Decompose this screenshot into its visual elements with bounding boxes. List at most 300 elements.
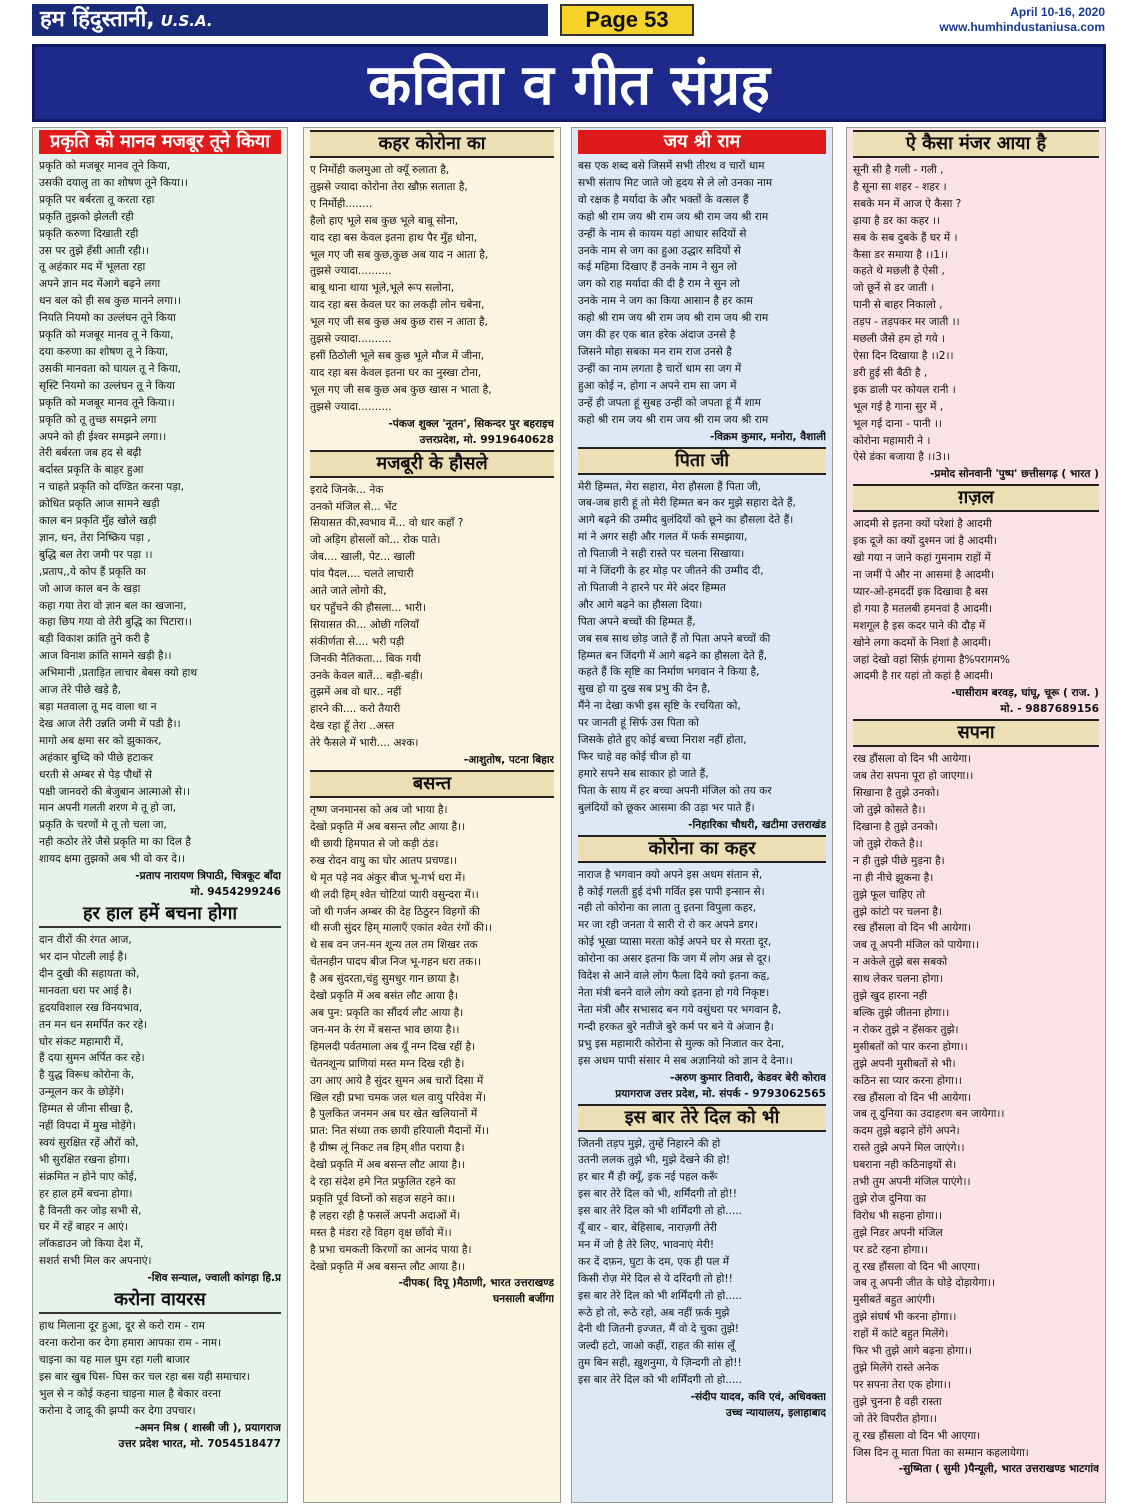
masthead	[32, 4, 548, 36]
poem-sapna	[847, 719, 1105, 1477]
poem-credit: घनसाली बजींगा	[492, 1293, 554, 1306]
poem-line: कोरोना महामारी ने ।	[853, 434, 931, 447]
poem-line: सियासत की... ओछी गलियाँ	[310, 618, 419, 631]
poem-line: दिखाना है तुझे उनको।	[853, 821, 938, 833]
poem-line: घबराना नही कठिनाइयों से।	[853, 1159, 957, 1172]
poem-line: उसकी दयालु ता का शोषण तूने किया।।	[39, 176, 188, 189]
poem-line: जन-मन के रंग में बसन्त भाव छाया है।।	[310, 1023, 460, 1036]
poem-title: कहर कोरोना का	[310, 130, 554, 158]
poem-line: याद रहा बस केवल इतना हाथ पैर मुँह धोना,	[310, 231, 478, 244]
poem-corona-virus	[33, 1288, 287, 1451]
poem-line: फिर चाहे वह कोई चीज हो या	[578, 751, 691, 763]
poem-title: जय श्री राम	[578, 130, 826, 154]
poem-title: हर हाल हमें बचना होगा	[39, 902, 281, 928]
poem-credit: -पंकज शुक्ल 'नूतन', सिकन्दर पुर बहराइच	[388, 417, 554, 430]
poem-line: तुझे फूल चाहिए तो	[853, 888, 925, 901]
poem-line: जब तेरा सपना पूरा हो जाएगा।।	[853, 770, 974, 783]
poem-credit: -घासीराम बरवड़, घांघू, चूरू ( राज. )	[951, 687, 1099, 700]
poem-line: तुझे चुनना है वही रास्ता	[853, 1395, 942, 1408]
poem-line: सभी संताप मिट जाते जो हृदय से ले लो उनका नाम	[578, 176, 773, 189]
poem-line: मां ने जिंदगी के हर मोड़ पर जीतने की उम्मीद दी,	[578, 565, 764, 578]
poem-line: प्रभु इस महामारी कोरोना से मुल्क को निजात कर देना,	[578, 1037, 785, 1050]
poem-line: ऐसा दिन दिखाया है ।।2।।	[853, 349, 954, 362]
poem-credit: -प्रमोद सोनवानी 'पुष्प' छत्तीसगढ़ ( भारत )	[929, 468, 1099, 481]
poem-line: भूल गए जी सब कुछ अब कुछ रास न आता है,	[310, 316, 488, 329]
poem-credit: मो. 9454299246	[190, 886, 281, 899]
poem-line: कोई भूखा प्यासा मरता कोई अपने घर से मरता दूर,	[578, 936, 772, 949]
poem-line: जग को राह मर्यादा की दी है राम ने सुन लो	[578, 278, 740, 291]
poem-line: नेता मंत्री बनने वाले लोग क्यो इतना हो गये निकृष्ट।	[578, 986, 770, 999]
poem-line: सबके मन में आज ऐ कैसा ?	[853, 197, 962, 210]
poem-line: कठिन सा प्यार करना होगा।।	[853, 1074, 962, 1087]
poem-line: इस बार तेरे दिल को भी शर्मिंदगी तो हो.....	[578, 1289, 743, 1302]
poem-title: बसन्त	[310, 770, 554, 798]
poem-line: तड़प - तड़पकर मर जाती ।।	[853, 316, 960, 329]
poem-line: है सूना सा शहर - शहर ।	[853, 180, 947, 193]
poem-line: चेतनशून्य प्राणियां मस्त मग्न दिख रही है।	[310, 1057, 465, 1070]
poem-pita-ji	[572, 447, 832, 833]
poem-line: याद रहा बस केवल इतना घर का नुस्खा टोना,	[310, 366, 482, 379]
poem-credit: उच्च न्यायालय, इलाहाबाद	[725, 1407, 826, 1420]
poem-credit: -प्रताप नारायण त्रिपाठी, चित्रकूट बाँदा	[135, 870, 281, 883]
poem-line: चेतनहीन पादप बीज निज भू-गहन धरा तक।।	[310, 956, 482, 969]
poem-line: गन्दी हरकत बुरे नतीजे बुरे कर्म पर बने ये अंजान है।	[578, 1020, 774, 1033]
poem-line: हैं दया सुमन अर्पित कर रहे।	[39, 1052, 145, 1065]
website-link[interactable]: www.humhindustaniusa.com	[939, 20, 1105, 34]
poem-line: प्रकृति करुणा दिखाती रही	[39, 227, 139, 240]
poem-line: तभी तुम अपनी मंजिल पाएंगे।।	[853, 1176, 971, 1189]
poem-line: कहते थे मछली है ऐसी ,	[853, 265, 945, 278]
poem-line: तू रख हौंसला वो दिन भी आएगा।	[853, 1429, 981, 1442]
poem-line: खोने लगा कदमों के निशां है आदमी।	[853, 636, 992, 649]
poem-line: तू अहंकार मद में भूलता रहा	[39, 261, 146, 274]
poem-line: रख हौंसला वो दिन भी आयेगा।	[853, 922, 972, 935]
poem-line: नही कठोर तेरे जैसे प्रकृति मा का दिल है	[39, 836, 192, 849]
poem-line: कई महिमा दिखाए हैं उनके नाम ने सुन लो	[578, 261, 737, 274]
poem-line: ,प्रताप,,ये कोप हैं प्रकृति का	[39, 565, 146, 578]
poem-line: कहते हैं कि सृष्टि का निर्माण भगवान ने किया है,	[578, 666, 760, 679]
poem-line: राहों में कांटे बहुत मिलेंगे।	[853, 1328, 949, 1341]
poem-line: है प्रभा चमकती किरणों का आनंद पाया है।	[310, 1243, 472, 1256]
poem-line: जब तू अपनी मंजिल को पायेगा।।	[853, 939, 980, 952]
poem-line: प्रकृति पूर्व विघ्नों को सहज सहने का।।	[310, 1192, 456, 1205]
poem-line: पर डटे रहना होगा।।	[853, 1243, 929, 1256]
poem-line: तो पिताजी ने सही रास्ते पर चलना सिखाया।	[578, 548, 745, 561]
poem-line: देख आज तेरी उन्नति जमी में पडी है।।	[39, 717, 181, 730]
poem-line: न रोकर तुझे न हँसकर तुझे।	[853, 1023, 959, 1036]
poem-line: कहो श्री राम जय श्री राम जय श्री राम जय श्री राम	[578, 312, 769, 325]
poem-line: उग आए आये है सुंदर सुमन अब चारों दिसा में	[310, 1074, 484, 1087]
poem-line: देखो प्रकृति में अब बसन्त लौट आया है।।	[310, 1159, 466, 1172]
poem-line: तुझमें अब वो धार.. नहीं	[310, 686, 402, 699]
poem-line: किसी रोज़ मेरे दिल से ये दरिंदगी तो हो!!	[578, 1272, 733, 1285]
poem-line: है युद्ध विरूध कोरोना के,	[39, 1069, 135, 1082]
poem-line: कहा छिप गया वो तेरी बुद्धि का पिटारा।।	[39, 616, 192, 629]
poem-line: तुझे खुद हारना नही	[853, 990, 928, 1003]
poem-line: ए निर्मोही कलमुआ तो क्यूँ रुलाता है,	[310, 164, 450, 176]
poem-line: ढ़ाया है डर का कहर ।।	[853, 214, 941, 227]
poem-line: पानी से बाहर निकालो ,	[853, 299, 943, 312]
poem-line: बस एक शब्द बसे जिसमें सभी तीरथ व चारों धाम	[578, 160, 765, 172]
poem-line: तुम बिन सही, ख़ुशनुमा, ये ज़िन्दगी तो हो!!	[578, 1357, 742, 1370]
masthead-usa: U.S.A.	[160, 12, 213, 30]
poem-line: कहो श्री राम जय श्री राम जय श्री राम जय श्री राम	[578, 210, 769, 223]
poem-line: न ही तुझे पीछे मुड़ना है।	[853, 854, 945, 867]
poem-line: थी सजी सुंदर हिम् मालाएँ एकांत श्वेत रंगों की।।	[310, 922, 493, 935]
poem-line: मुसीबतों को पार करना होगा।।	[853, 1040, 968, 1053]
poem-line: काल बन प्रकृति मुँह खोले खड़ी	[39, 515, 157, 528]
poem-credit: उत्तरप्रदेश, मो. 9919640628	[419, 433, 554, 446]
poem-line: इस बार खुब घिस- घिस कर चल रहा बस यही समाचार।	[39, 1370, 250, 1383]
poem-credit: -सुष्मिता ( सुमी )पैन्यूली, भारत उत्तराखण्ड भाटगांव	[898, 1463, 1099, 1476]
poem-credit: -अमन मिश्र ( शास्त्री जी ), प्रयागराज	[134, 1421, 281, 1434]
poem-line: रुख रोदन वायु का घोर आतप प्रचण्ड।।	[310, 854, 458, 867]
poem-line: हसीं ठिठोली भूले सब कुछ भूले मौज में जीना,	[310, 349, 485, 362]
poem-line: देखो प्रकृति में अब बसन्त लौट आया है।।	[310, 821, 466, 833]
poem-line: दान वीरों की रंगत आज,	[39, 934, 132, 947]
poem-line: याद रहा बस केवल घर का लकड़ी लोन चबेना,	[310, 299, 485, 312]
poem-line: कहो श्री राम जय श्री राम जय श्री राम जय श्री राम	[578, 413, 769, 426]
poem-title: कोरोना का कहर	[578, 835, 826, 863]
poem-credit: -संदीप यादव, कवि एवं, अधिवक्ता	[690, 1391, 826, 1404]
column-1	[32, 127, 288, 1503]
poem-line: अब पुन: प्रकृति का सौंदर्य लौट आया है।	[310, 1006, 464, 1019]
poem-line: जो आज काल बन के खड़ा	[39, 582, 141, 595]
poem-line: उन्हें ही जपता हूं सुबह उन्हीं को जपता हूं मैं शाम	[578, 396, 761, 409]
poem-line: जग की हर एक बात हरेक अंदाज उनसे है	[578, 329, 736, 342]
poem-line: सब के सब दुबके हैं घर में ।	[853, 231, 958, 244]
poem-line: रख हौंसला वो दिन भी आयेगा।	[853, 1091, 972, 1104]
poem-line: हुआ कोई न, होगा न अपने राम सा जग में	[578, 379, 737, 392]
poem-title: करोना वायरस	[39, 1288, 281, 1314]
poem-line: उसकी मानवता को घायल तू ने किया,	[39, 362, 181, 375]
poem-line: मर जा रही जनता ये सारी रो रो कर अपने डगर।	[578, 919, 758, 932]
column-3	[571, 127, 833, 1503]
poem-line: शायद क्षमा तुझको अब भी वो कर दे।।	[39, 853, 185, 866]
poem-line: रास्ते तुझे अपने मिल जाएंगे।।	[853, 1142, 965, 1155]
poem-line: हाथ मिलाना दूर हुआ, दूर से करो राम - राम	[39, 1320, 205, 1333]
poem-line: उतनी ललक तुझे भी, मुझे देखने की हो!	[578, 1154, 731, 1167]
poem-line: जब सब साथ छोड़ जाते हैं तो पिता अपने बच्चों की	[578, 632, 771, 645]
poem-line: हर हाल हमें बचना होगा।	[39, 1187, 133, 1200]
poem-line: संक्रमित न होने पाए कोई,	[39, 1170, 138, 1183]
poem-line: जो थी गर्जन अम्बर की देह ठिठुरन विहगों की	[310, 905, 480, 918]
poem-line: सृस्टि नियमो का उल्लंघन तू ने किया	[39, 379, 175, 392]
poem-line: जब तू अपनी जीत के घोड़े दोड़ायेगा।।	[853, 1277, 995, 1290]
poem-line: तुझे अपनी मुसीबतों से भी।	[853, 1057, 956, 1070]
poem-kahar-corona	[304, 130, 560, 448]
poem-line: कैसा डर समाया है ।।1।।	[853, 248, 949, 261]
poem-line: इरादे जिनके... नेक	[310, 483, 384, 496]
poem-line: जो अड़िग होसलों को... रोक पाते।	[310, 534, 441, 547]
poem-line: तुझे मिलेंगे रास्ते अनेक	[853, 1362, 939, 1374]
poem-line: आज विनाश क्रांति सामने खड़ी है।।	[39, 650, 172, 663]
masthead-title: हम हिंदुस्तानी,	[40, 7, 155, 32]
poem-line: है अब सुंदरता,चंहु सुमधुर गान छाया है।	[310, 973, 460, 986]
poem-line: मान अपनी गलती शरण मे तू हो जा,	[39, 802, 177, 815]
poem-line: साथ लेकर चलना होगा।	[853, 973, 944, 986]
poem-line: प्रकृति को तू तुच्छ समझने लगा	[39, 413, 157, 426]
poem-line: पिता अपने बच्चों की हिम्मत हैं,	[578, 615, 696, 628]
poem-line: ना जमीं पे और ना आसमां है आदमी।	[853, 569, 995, 582]
poem-line: उनके नाम ने जग का किया आसान है हर काम	[578, 295, 753, 308]
poem-line: थी लदी हिम् श्वेत चोटियां प्यारी वसुन्दरा में।।	[310, 888, 479, 901]
poem-line: मशगूल है इस कदर पाने की दौड़ में	[853, 619, 986, 632]
poem-line: हारने की.... करो तैयारी	[310, 703, 401, 716]
poem-line: पिता के साय में हर बच्चा अपनी मंजिल को तय कर	[578, 784, 772, 797]
poem-line: थी छायी हिमपात से जो कड़ी ठंड।	[310, 837, 439, 850]
poem-line: भुल से न कोई कहना चाइना माल है बेकार वरना	[39, 1387, 221, 1400]
poem-line: वो रक्षक है मर्यादा के और भक्तों के वत्सल हैं	[578, 193, 749, 206]
poem-line: उस पर तुझे हँसी आती रही।।	[39, 244, 150, 257]
poem-title: प्रकृति को मानव मजबूर तूने किया	[39, 130, 281, 154]
poem-line: सियासत की,स्वभाव में... वो धार कहाँ ?	[310, 517, 464, 530]
poem-line: इक डाली पर कोयल रानी ।	[853, 383, 956, 396]
poem-line: उनको मंजिल से... भेंट	[310, 500, 397, 513]
poem-manjar	[847, 130, 1105, 482]
poem-line: तुझे निडर अपनी मंजिल	[853, 1226, 943, 1239]
poem-line: ए निर्मोही........	[310, 197, 373, 210]
poem-line: हृदयविशाल रख विनयभाव,	[39, 1001, 143, 1014]
poem-line: बर्दास्त प्रकृति के बाहर हुआ	[39, 464, 144, 477]
poem-line: अपने को ही ईश्वर समझने लगा।।	[39, 430, 167, 443]
poem-line: मस्त है मंडरा रहे विहग वृक्ष छाँवो में।।	[310, 1226, 452, 1239]
poem-line: रूठे हो तो, रूठे रहो, अब नहीं फ़र्क मुझे	[578, 1306, 730, 1319]
poem-line: आदमी है ग़र यहां तो कहां है आदमी।	[853, 670, 993, 683]
poem-credit: -विक्रम कुमार, मनोरा, वैशाली	[710, 430, 826, 443]
poem-line: इस अधम पापी संसार मे सब अज्ञानियो को ज्ञान दे देना।।	[578, 1054, 793, 1067]
poem-line: विरोध भी सहना होगा।।	[853, 1209, 943, 1222]
poem-line: कर दें दफ़न, घुटा के दम, एक ही पल में	[578, 1255, 730, 1268]
poem-line: आदमी से इतना क्यों परेशां है आदमी	[853, 518, 992, 531]
poem-ghazal	[847, 484, 1105, 717]
poem-line: मेरी हिम्मत, मेरा सहारा, मेरा हौसला हैं पिता जी,	[578, 480, 762, 493]
poem-line: संकीर्णता से.... भरी पड़ी	[310, 635, 405, 648]
page-number: Page 53	[560, 4, 694, 36]
poem-line: बुद्धि बल तेरा जमी पर पड़ा ।।	[39, 548, 153, 561]
poem-line: है लहरा रही है फसलें अपनी अदाओं में।	[310, 1209, 461, 1222]
poem-line: पांव पैदल.... चलते लाचारी	[310, 568, 414, 581]
poem-line: मागो अब क्षमा सर को झुकाकर,	[39, 734, 162, 747]
poem-line: प्यार-ओ-हमदर्दी इक दिखावा है बस	[853, 585, 988, 598]
poem-line: बड़ी विकाश क्रांति तुने करी है	[39, 633, 150, 646]
poem-line: तू रख हौंसला वो दिन भी आएगा।	[853, 1260, 981, 1273]
poem-line: तृष्ण जनमानस को अब जो भाया है।	[310, 804, 448, 817]
poem-line: उन्मूलन कर के छोड़ेंगे।	[39, 1086, 125, 1099]
poem-line: जब तू दुनिया का उदाहरण बन जायेगा।।	[853, 1108, 1005, 1121]
poem-line: फिर भी तुझे आगे बढ़ना होगा।।	[853, 1345, 972, 1358]
poem-line: पर सपना तेरा एक होगा।।	[853, 1378, 951, 1391]
poem-line: तुझसे ज्यादा..........	[310, 265, 392, 278]
poem-line: इक दूजे का क्यों दुश्मन जां है आदमी।	[853, 535, 997, 548]
poem-line: हिमलदी पर्वतमाला अब यूँ नग्न दिख रहीं है।	[310, 1040, 476, 1053]
poem-line: पर जानती हूं सिर्फ उस पिता को	[578, 717, 699, 730]
poem-line: पक्षी जानवरो की बेजुबान आत्माओ से।।	[39, 785, 191, 798]
poem-credit: मो. - 9887689156	[1000, 703, 1099, 716]
poem-line: खिल रही प्रभा चमक जल थल वायु परिवेश में।	[310, 1091, 486, 1104]
poem-line: आगे बढ़ने की उम्मीद बुलंदियों को छूने का हौसला देते हैं।	[578, 514, 794, 527]
poem-line: जहां देखो वहां सिर्फ़ हंगामा है%परागम%	[853, 653, 1010, 666]
poem-line: ज्ञान, धन, तेरा निष्क्रिय पड़ा ,	[39, 531, 151, 544]
poem-line: भूल गई है गाना सुर में ,	[853, 400, 944, 413]
poem-line: तेरी बर्बरता जब हद से बढ़ी	[39, 447, 142, 460]
poem-line: जिसने मोहा सबका मन राम राज उनसे है	[578, 345, 732, 358]
poem-line: मछली जैसे हम हो गये ।	[853, 333, 945, 346]
poem-line: धरती से अम्बर से पेड़ पौधों से	[39, 768, 152, 781]
poem-line: जिनकी नैतिकता... बिक गयी	[310, 652, 421, 665]
poem-line: तुझे संघर्ष भी करना होगा।।	[853, 1311, 957, 1324]
poem-line: जेब.... खाली, पेट... खाली	[310, 551, 415, 564]
poem-line: अभिमानी ,प्रताड़ित लाचार बेबस क्यो हाथ	[39, 667, 198, 680]
poem-line: स्वयं सुरक्षित रहें औरों को,	[39, 1136, 139, 1149]
poem-line: नाराज है भगवान क्यो अपने इस अधम संतान से,	[578, 868, 763, 881]
poem-line: करोना दे जादू की झप्पी कर देगा उपचार।	[39, 1404, 196, 1417]
poem-line: और आगे बढ़ने का हौसला दिया।	[578, 598, 703, 611]
poem-line: जब-जब हारी हूं तो मेरी हिम्मत बन कर मुझे सहारा देते हैं,	[578, 497, 796, 510]
poem-line: लॉकडाउन जो किया देश में,	[39, 1238, 144, 1251]
poem-credit: -आशुतोष, पटना बिहार	[463, 754, 554, 767]
poem-line: जितनी तड़प मुझे, तुम्हें निहारने की हो	[578, 1137, 721, 1150]
poem-title: मजबूरी के हौसले	[310, 450, 554, 478]
poem-credit: प्रयागराज उत्तर प्रदेश, मो. संपर्क - 9793062565	[615, 1087, 826, 1100]
poem-line: उन्हीं के नाम से कायम यहां आधार सदियों से	[578, 227, 747, 240]
poem-line: क्रोधित प्रकृति आज सामने खड़ी	[39, 498, 160, 511]
poem-line: दया करुणा का शोषण तू ने किया,	[39, 345, 169, 358]
poem-line: नेता मंत्री और सभासद बन गये वसुंधरा पर भगवान है,	[578, 1003, 782, 1016]
poem-line: अपने ज्ञान मद मेंआगे बढ़ने लगा	[39, 278, 161, 291]
poem-line: बड़ा मतवाला तू मद वाला था न	[39, 701, 157, 713]
poem-line: सिखाना है तुझे उनको।	[853, 787, 940, 800]
poem-line: तुझसे ज्यादा..........	[310, 400, 392, 413]
column-2	[303, 127, 561, 1503]
poem-line: आज तेरे पीछे खड़े है,	[39, 684, 122, 697]
poem-line: ऐसे डंका बजाया है ।।3।।	[853, 451, 951, 464]
poem-line: उनके केवल बातें... बड़ी-बड़ी।	[310, 669, 423, 682]
poem-line: इस बार तेरे दिल को भी शर्मिंदगी तो हो.....	[578, 1374, 743, 1387]
poem-line: प्रकृति को मजबूर मानव तू ने किया,	[39, 329, 174, 342]
poem-title: पिता जी	[578, 447, 826, 475]
poem-credit: -दीपक( दिपू )मैठाणी, भारत उत्तराखण्ड	[398, 1277, 554, 1290]
poem-line: आते जाते लोगो की,	[310, 585, 387, 598]
poem-line: जो तेरे विपरीत होगा।।	[853, 1412, 937, 1425]
poem-line: जो छूनें से डर जाती ।	[853, 282, 935, 295]
poem-line: प्रकृति पर बर्बरता तू करता रहा	[39, 193, 155, 206]
poem-line: हमारे सपने सब साकार हो जाते हैं,	[578, 767, 709, 780]
poem-line: भूल गए जी सब कुछ अब कुछ खास न भाता है,	[310, 383, 492, 396]
poem-line: थे मृत पड़े नव अंकुर बीज भू-गर्भ धरा में।	[310, 871, 466, 884]
section-banner: कविता व गीत संग्रह	[32, 44, 1106, 122]
poem-line: जिसके होते हुए कोई बच्चा निराश नहीं होता,	[578, 734, 747, 747]
poem-basant	[304, 770, 560, 1307]
poem-line: है विनती कर जोड़ सभी से,	[39, 1204, 142, 1217]
poem-line: मां ने अगर सही और गलत में फर्क समझाया,	[578, 531, 748, 544]
poem-line: कहा गया तेरा वो ज्ञान बल का खजाना,	[39, 599, 187, 612]
poem-line: दे रहा संदेश हमे नित प्रफुलित रहने का	[310, 1176, 456, 1189]
poem-line: सशर्त सभी मिल कर अपनाएं।	[39, 1255, 152, 1268]
poem-line: देखो प्रकृति में अब बसन्त लौट आया है।।	[310, 1260, 466, 1273]
poem-line: तेरे फैसले में भारी.... अश्क।	[310, 737, 419, 750]
poem-title: सपना	[853, 719, 1099, 747]
poem-line: नही तो कोरोना का लाता तु इतना विपुला कहर,	[578, 902, 757, 915]
poem-line: दीन दुखी की सहायता को,	[39, 967, 140, 980]
poem-line: नियति नियमो का उल्लंघन तूने किया	[39, 312, 176, 325]
poem-line: वरना करोना कर देगा हमारा आपका राम - नाम।	[39, 1337, 222, 1350]
poem-line: बाबू थाना थाया भूले,भूले रूप सलोना,	[310, 282, 455, 295]
poem-line: इस बार तेरे दिल को भी शर्मिंदगी तो हो.....	[578, 1205, 743, 1218]
poem-line: कोरोना का असर इतना कि जग में लोग अन्न से दूर।	[578, 953, 771, 966]
poem-line: है कोई गलती हुई दंभी गर्वित इस पापी इन्सान से।	[578, 885, 765, 898]
poem-line: मुसीबतें बहुत आएंगी।	[853, 1294, 936, 1307]
poem-line: जो तुझे कोसते है।।	[853, 804, 926, 817]
poem-har-haal	[33, 902, 287, 1286]
poem-line: है ग्रीष्म लूं निकट तब हिम् शीत पराया है।	[310, 1142, 465, 1155]
poem-line: भर दान पोटली लाई है।	[39, 950, 128, 963]
poem-line: थे सब वन जन-मन शून्य तल तम शिखर तक	[310, 939, 478, 952]
poem-line: यूँ बार - बार, बेहिसाब, नाराज़गी तेरी	[578, 1222, 717, 1235]
issue-date: April 10-16, 2020	[1010, 5, 1105, 19]
poem-line: उनके नाम से जग का हुआ उद्धार सदियों से	[578, 244, 741, 257]
poem-line: देख रहा हूँ तेरा ..अस्त	[310, 720, 395, 733]
poem-line: बल्कि तुझे जीतना होगा।।	[853, 1006, 950, 1019]
poem-line: सुख हो या दुख सब प्रभु की देन है,	[578, 683, 711, 696]
dateline	[939, 5, 1105, 35]
poem-credit: -अरुण कुमार तिवारी, केडवर बेरी कोराव	[670, 1071, 826, 1084]
poem-title: ग़ज़ल	[853, 484, 1099, 512]
poem-line: देनी थी जितनी इज्जत, मैं वो दे चुका तुझे!	[578, 1323, 739, 1336]
poem-line: रख हौंसला वो दिन भी आयेगा।	[853, 753, 972, 766]
poem-line: प्रकृति को मजबूर मानव तूने किया।।	[39, 396, 175, 409]
poem-line: भूल गए जी सब कुछ,कुछ अब याद न आता है,	[310, 248, 489, 261]
poem-line: न चाहते प्रकृति को दण्डित करना पड़ा,	[39, 481, 185, 494]
poem-line: मैंने ना देखा कभी इस सृष्टि के रचयिता को,	[578, 700, 741, 713]
poem-line: हिम्मत बन जिंदगी में आगे बढ़ने का हौसला देते हैं,	[578, 649, 768, 662]
poem-line: मन में जो है तेरे लिए, भावनाएं मेरी!	[578, 1238, 715, 1251]
poem-line: प्रकृति को मजबूर मानव तूने किया,	[39, 160, 171, 172]
poem-credit: -निहारिका चौधरी, खटीमा उत्तराखंड	[688, 818, 826, 831]
poem-line: देखो प्रकृति में अब बसंत लौट आया है।	[310, 990, 458, 1003]
poem-line: बुलंदियों को छूकर आसमा की उड़ा भर पाते हैं।	[578, 801, 755, 814]
poem-line: जल्दी हटो, जाओ कहीं, राहत की सांस लूँ	[578, 1340, 735, 1353]
poem-line: सूनी सी है गली - गली ,	[853, 164, 944, 176]
poem-line: अहंकार बुध्दि को पीछे हटाकर	[39, 751, 154, 764]
poem-line: धन बल को ही सब कुछ मानने लगा।।	[39, 295, 181, 308]
poem-line: तन मन धन समर्पित कर रहे।	[39, 1018, 148, 1031]
poem-line: भूल गई दाना - पानी ।।	[853, 417, 942, 430]
poem-line: चाइना का यह माल घुम रहा गली बाजार	[39, 1354, 190, 1366]
poem-is-baar	[572, 1104, 832, 1422]
poem-line: मानवता धरा पर आई है।	[39, 984, 132, 997]
poem-corona-kahar	[572, 835, 832, 1102]
poem-line: प्रकृति तुझको झेलती रही	[39, 210, 134, 223]
poem-line: जो तुझे रोकते है।।	[853, 837, 923, 850]
poem-line: तुझे रोज दुनिया का	[853, 1192, 927, 1205]
poem-line: इस बार तेरे दिल को भी, शर्मिंदगी तो हो!!	[578, 1188, 738, 1201]
poem-line: हो गया है मतलबी हमनवां है आदमी।	[853, 602, 993, 615]
poem-title: इस बार तेरे दिल को भी	[578, 1104, 826, 1132]
poem-line: प्रात: नित संध्या तक छायी हरियाली मैदानों में।।	[310, 1125, 490, 1138]
poem-prakriti	[33, 130, 287, 900]
poem-line: हर बार मैं ही क्यूँ, इक नई पहल करूँ	[578, 1171, 718, 1184]
poem-line: जिस दिन तू माता पिता का सम्मान कहलायेगा।	[853, 1446, 1029, 1459]
poem-majboori	[304, 450, 560, 769]
poem-line: तो पिताजी ने हारने पर मेरे अंदर हिम्मत	[578, 581, 726, 594]
poem-line: है पुलकित जनमन अब घर खेत खलियानों में	[310, 1108, 478, 1121]
poem-line: विदेश से आने वाले लोग फैला दिये क्यो इतना कहृ,	[578, 970, 770, 983]
poem-line: उन्हीं का नाम लगता है चारों धाम सा जग में	[578, 362, 742, 375]
poem-line: हिम्मत से जीना सीखा है,	[39, 1103, 134, 1116]
poem-line: हैलो हाए भूले सब कुछ भूले बाबू सोना,	[310, 214, 459, 227]
poem-line: न अकेले तुझे बस सबको	[853, 956, 948, 969]
